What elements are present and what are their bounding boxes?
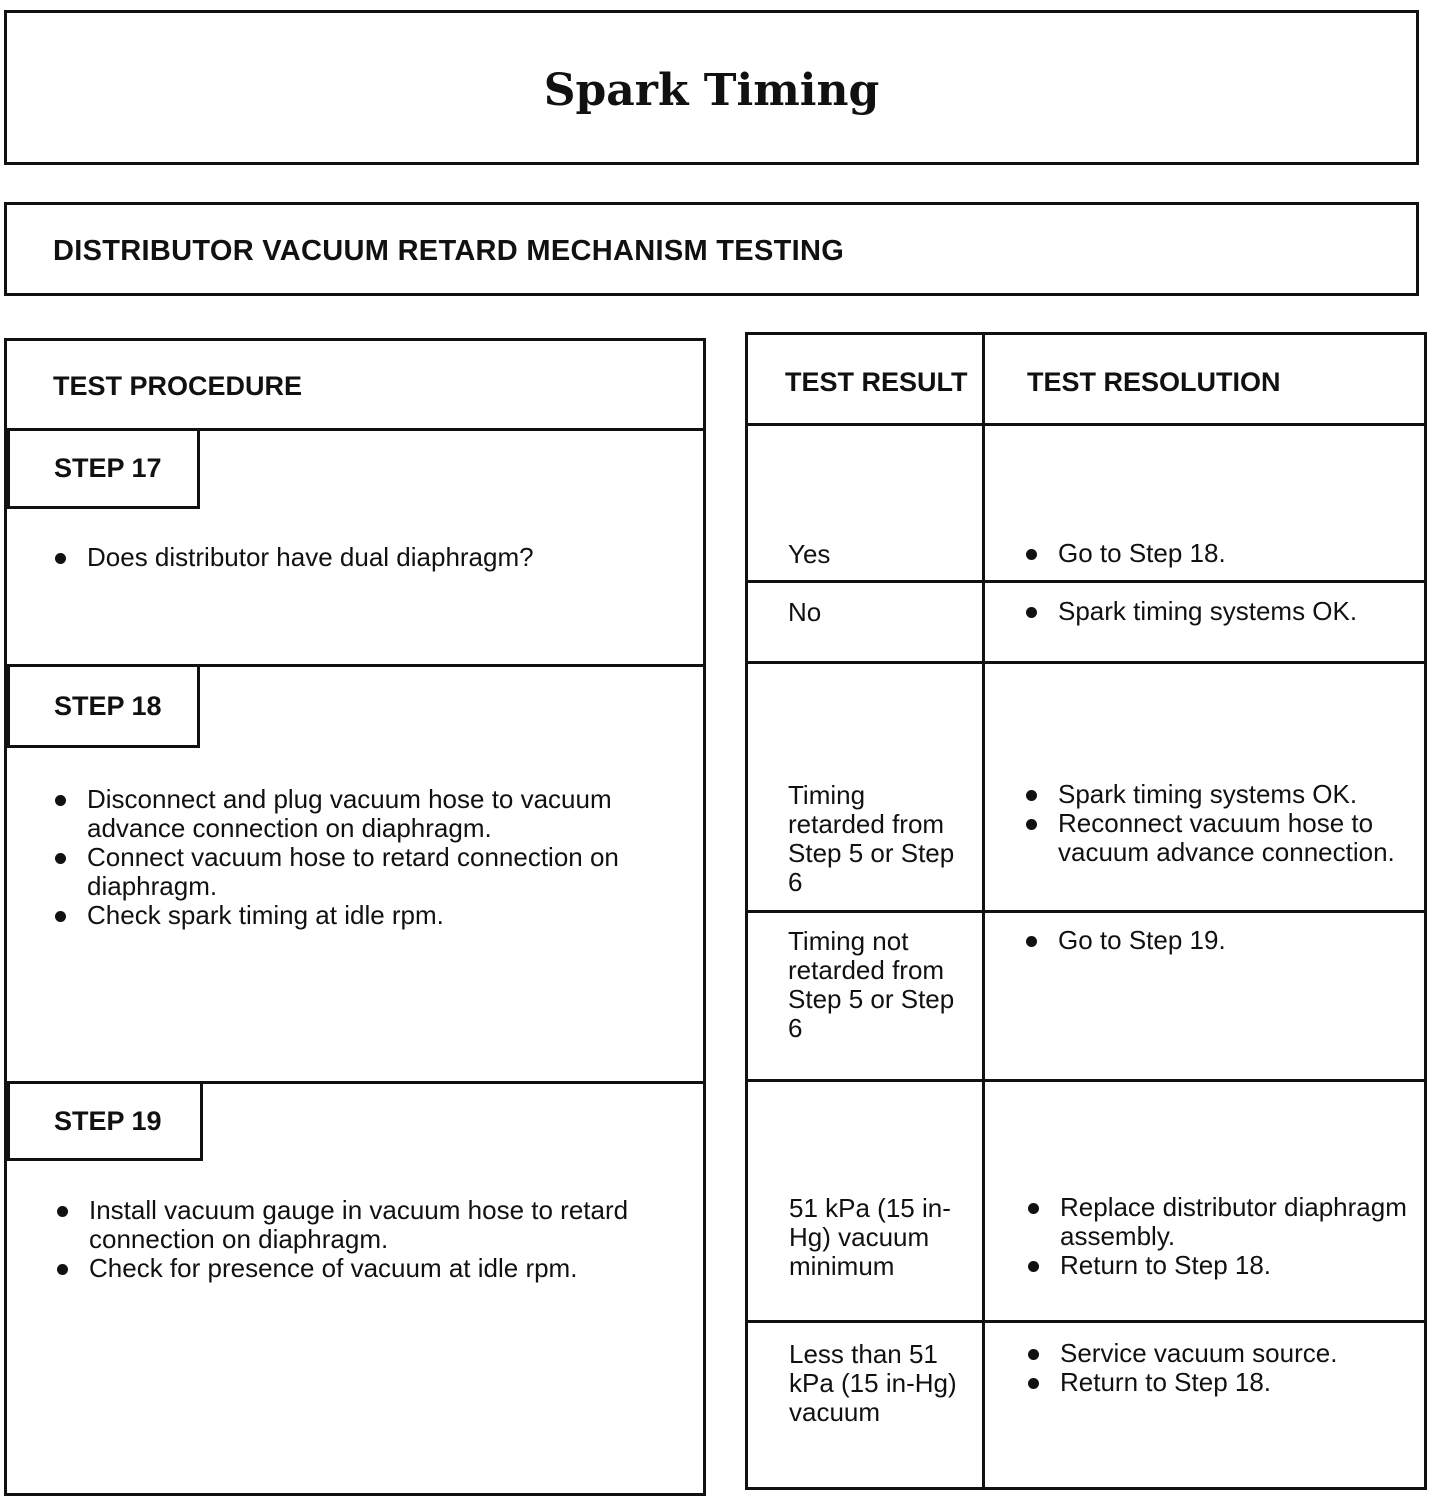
test-result: No xyxy=(788,597,822,627)
resolution-item: Replace distributor diaphragm assembly. xyxy=(1028,1193,1408,1251)
test-result: Yes xyxy=(788,539,831,569)
divider xyxy=(748,1320,1424,1323)
step-procedure xyxy=(55,543,675,572)
resolution-item: Go to Step 19. xyxy=(1026,926,1406,955)
section-heading: DISTRIBUTOR VACUUM RETARD MECHANISM TESTING xyxy=(53,235,845,267)
test-result: Timing not retarded from Step 5 or Step 6 xyxy=(788,926,955,1043)
step-label: STEP 17 xyxy=(7,428,200,509)
procedure-header: TEST PROCEDURE xyxy=(53,371,303,401)
section-box xyxy=(4,202,1419,296)
test-resolution xyxy=(1026,597,1406,626)
resolution-item: Spark timing systems OK. xyxy=(1026,597,1406,626)
step-procedure xyxy=(55,785,685,930)
resolution-item: Spark timing systems OK. xyxy=(1026,780,1416,809)
page-title: Spark Timing xyxy=(543,65,880,116)
test-result: Timing retarded from Step 5 or Step 6 xyxy=(788,780,955,897)
procedure-item: Check for presence of vacuum at idle rpm. xyxy=(57,1254,677,1283)
test-resolution xyxy=(1026,926,1406,955)
procedure-panel xyxy=(4,338,706,1496)
result-header: TEST RESULT xyxy=(785,367,968,397)
divider xyxy=(748,910,1424,913)
step-label: STEP 19 xyxy=(7,1081,203,1161)
divider xyxy=(748,661,1424,664)
divider xyxy=(748,580,1424,583)
procedure-item: Install vacuum gauge in vacuum hose to retard connection on diaphragm. xyxy=(57,1196,677,1254)
divider xyxy=(748,423,1424,426)
divider xyxy=(748,1079,1424,1082)
step-label: STEP 18 xyxy=(7,664,200,748)
resolution-item: Service vacuum source. xyxy=(1028,1339,1408,1368)
resolution-item: Return to Step 18. xyxy=(1028,1368,1408,1397)
resolution-header: TEST RESOLUTION xyxy=(1027,367,1281,397)
procedure-item: Does distributor have dual diaphragm? xyxy=(55,543,675,572)
test-resolution xyxy=(1028,1339,1408,1397)
result-panel xyxy=(745,332,1427,1490)
resolution-item: Return to Step 18. xyxy=(1028,1251,1408,1280)
test-resolution xyxy=(1028,1193,1408,1280)
procedure-item: Check spark timing at idle rpm. xyxy=(55,901,685,930)
test-resolution xyxy=(1026,780,1416,867)
resolution-item: Go to Step 18. xyxy=(1026,539,1406,568)
step-procedure xyxy=(57,1196,677,1283)
procedure-item: Connect vacuum hose to retard connection on diaphragm. xyxy=(55,843,685,901)
test-resolution xyxy=(1026,539,1406,568)
procedure-item: Disconnect and plug vacuum hose to vacuum advance connection on diaphragm. xyxy=(55,785,685,843)
resolution-item: Reconnect vacuum hose to vacuum advance connection. xyxy=(1026,809,1416,867)
test-result: 51 kPa (15 in-Hg) vacuum minimum xyxy=(789,1193,951,1281)
title-box xyxy=(4,10,1419,165)
test-result: Less than 51 kPa (15 in-Hg) vacuum xyxy=(789,1339,957,1427)
